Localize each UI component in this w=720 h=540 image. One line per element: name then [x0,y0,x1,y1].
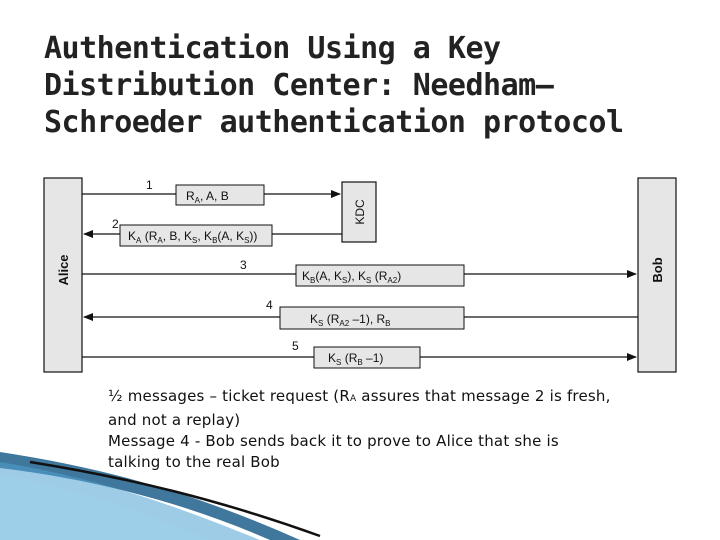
message-3-number: 3 [240,258,247,272]
title-line-1: Authentication Using a Key [44,31,501,66]
bob-label: Bob [650,257,665,283]
kdc-label: KDC [353,199,367,225]
explanation-note [108,386,708,473]
message-5-content: $K_S$ ($R_B$ –1) [328,351,384,367]
note-line-3: Message 4 - Bob sends back it to prove to Alice that she is [108,432,559,450]
note-line-4: talking to the real Bob [108,453,280,471]
message-4-content: $K_S$ ($R_{A2}$ –1), $R_B$ [310,312,391,328]
title-line-3: Schroeder authentication protocol [44,105,624,140]
title-line-2: Distribution Center: Needham– [44,68,554,103]
message-2-content: $K_A$ ($R_A$, B, $K_S$, $K_B(A$, $K_S$)) [128,229,258,245]
alice-label: Alice [56,254,71,286]
message-2-number: 2 [112,217,119,231]
message-3-content: $K_B(A$, $K_S$), $K_S$ $(R_{A2})$ [302,269,402,285]
message-4-number: 4 [266,298,273,312]
message-5-number: 5 [292,339,299,353]
message-1-number: 1 [146,178,153,192]
note-line-1: ½ messages – ticket request (RA assures that message 2 is fresh, [108,387,611,405]
note-line-2: and not a replay) [108,411,241,429]
message-1-content: $R_A$, A, B [186,189,229,205]
